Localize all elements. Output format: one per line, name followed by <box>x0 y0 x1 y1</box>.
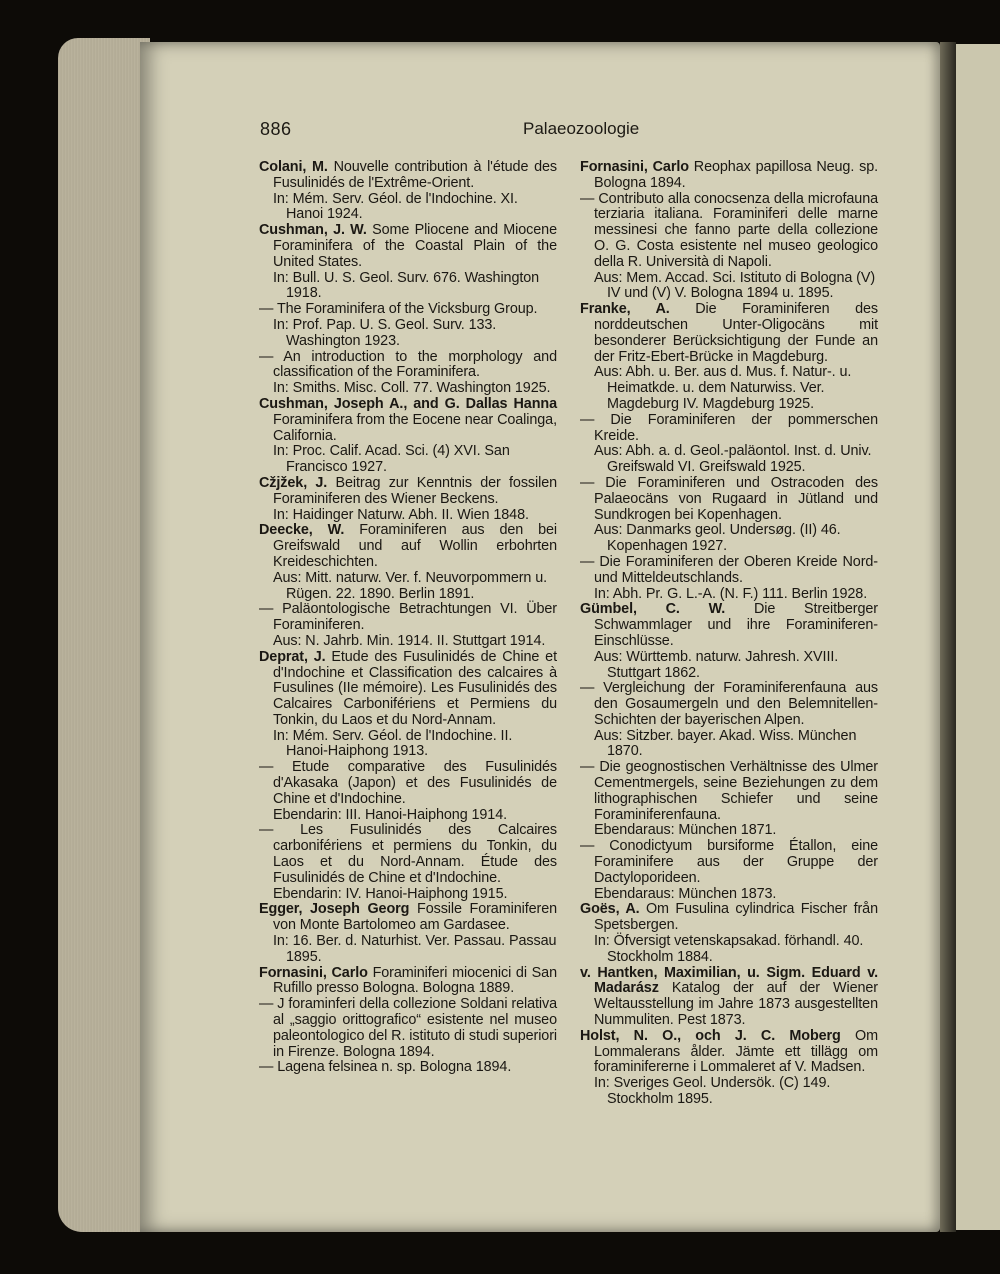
entry-title: Beitrag zur Kenntnis der fossilen Foraminiferen des Wiener Beckens. <box>273 474 558 507</box>
bib-entry <box>580 413 878 445</box>
entry-title: Om Fusulina cylindrica Fischer från Spetsbergen. <box>594 901 878 934</box>
entry-author: — <box>259 601 274 618</box>
entry-title: Etude comparative des Fusulinidés d'Akasaka (Japon) et des Fusulinidés de Chine et d'Indochine. <box>273 759 557 807</box>
entry-title: Vergleichung der Foraminiferenfauna aus den Gosaumergeln und den Belemnitellen-Schichten der bayerischen Alpen. <box>594 680 878 728</box>
entry-author: Cžjžek, J. <box>259 474 328 491</box>
entry-source: Aus: Abh. u. Ber. aus d. Mus. f. Natur-. u. Heimatkde. u. dem Naturwiss. Ver. Magdeburg IV. Magdeburg 1925. <box>594 364 852 412</box>
entry-title: Die Foraminiferen der Oberen Kreide Nord- und Mitteldeutschlands. <box>594 553 878 586</box>
entry-author: Franke, A. <box>580 301 670 318</box>
entry-author: — <box>259 301 274 318</box>
entry-title: An introduction to the morphology and classification of the Foraminifera. <box>273 348 557 381</box>
entry-title: Etude des Fusulinidés de Chine et d'Indochine et Classification des calcaires à Fusulines (IIe mémoire). Les Fusulinidés des Calcaires Carbonifériens et Permiens du Tonkin, du Laos et du Nord-Annam. <box>273 648 557 728</box>
book-page-edges <box>58 38 150 1232</box>
entry-title: Die Foraminiferen und Ostracoden des Palaeocäns von Rugaard in Jütland und Sundkrogen bei Kopenhagen. <box>594 474 878 523</box>
bib-entry <box>580 760 878 823</box>
entry-author: Cushman, J. W. <box>259 222 367 239</box>
entry-source: In: Bull. U. S. Geol. Surv. 676. Washington 1918. <box>273 269 540 302</box>
entry-author: Holst, N. O., och J. C. Moberg <box>580 1027 841 1044</box>
entry-author: Colani, M. <box>259 159 328 175</box>
entry-author: Cushman, Joseph A., and G. Dallas Hanna <box>259 395 557 412</box>
entry-title: The Foraminifera of the Vicksburg Group. <box>276 301 538 318</box>
entry-source: In: Smiths. Misc. Coll. 77. Washington 1925. <box>273 380 551 397</box>
entry-source: In: Proc. Calif. Acad. Sci. (4) XVI. San Francisco 1927. <box>273 443 510 476</box>
entry-author: Gümbel, C. W. <box>580 601 726 618</box>
entry-source: Ebendaraus: München 1873. <box>594 885 777 902</box>
entry-source: Aus: Mem. Accad. Sci. Istituto di Bologna (V) IV und (V) V. Bologna 1894 u. 1895. <box>594 269 876 302</box>
entry-source: In: Haidinger Naturw. Abh. II. Wien 1848. <box>273 506 529 523</box>
entry-author: Fornasini, Carlo <box>580 159 689 175</box>
entry-source: In: Mém. Serv. Géol. de l'Indochine. II. Hanoi-Haiphong 1913. <box>273 727 513 760</box>
right-column <box>580 160 878 1108</box>
bib-entry <box>259 650 557 729</box>
entry-author: — <box>259 822 274 839</box>
entry-source: Ebendarin: IV. Hanoi-Haiphong 1915. <box>273 885 508 902</box>
entry-source: Ebendaraus: München 1871. <box>594 822 777 839</box>
running-title: Palaeozoologie <box>523 119 640 138</box>
left-column <box>259 160 557 1076</box>
entry-title: Some Pliocene and Miocene Foraminifera of the Coastal Plain of the United States. <box>273 222 557 270</box>
bib-entry <box>259 350 557 382</box>
entry-title: Foraminiferen aus den bei Greifswald und auf Wollin erbohrten Kreideschichten. <box>273 522 557 570</box>
entry-title: Paläontologische Betrachtungen VI. Über Foraminiferen. <box>273 601 557 634</box>
entry-source: Aus: Abh. a. d. Geol.-paläontol. Inst. d. Univ. Greifswald VI. Greifswald 1925. <box>594 443 872 476</box>
bib-entry <box>580 1029 878 1076</box>
entry-source: Aus: N. Jahrb. Min. 1914. II. Stuttgart 1914. <box>273 632 546 649</box>
bib-entry <box>259 160 557 192</box>
entry-author: Egger, Joseph Georg <box>259 901 410 918</box>
entry-source: Aus: Sitzber. bayer. Akad. Wiss. München 1870. <box>594 727 857 760</box>
entry-author: — <box>580 680 595 697</box>
bib-entry <box>259 760 557 807</box>
entry-title: Die Foraminiferen der pommerschen Kreide. <box>594 411 878 444</box>
bib-entry <box>259 602 557 634</box>
bib-entry <box>259 902 557 934</box>
entry-source: Ebendarin: III. Hanoi-Haiphong 1914. <box>273 806 508 823</box>
entry-author: — <box>580 838 595 855</box>
entry-title: Lagena felsinea n. sp. Bologna 1894. <box>277 1059 512 1076</box>
bib-entry <box>580 555 878 587</box>
entry-author: — <box>580 474 595 491</box>
entry-title: J foraminferi della collezione Soldani relativa al „saggio orittografico“ esistente nel museo paleontologico del R. istituto di studi superiori in Firenze. Bologna 1894. <box>273 996 558 1060</box>
bib-entry <box>259 966 557 998</box>
entry-title: Foraminifera from the Eocene near Coalinga, California. <box>273 411 557 444</box>
page-number: 886 <box>260 119 292 139</box>
entry-title: Nouvelle contribution à l'étude des Fusulinidés de l'Extrême-Orient. <box>273 159 557 191</box>
entry-author: Deecke, W. <box>259 522 345 539</box>
bib-entry <box>580 476 878 523</box>
bib-entry <box>580 160 878 192</box>
entry-author: — <box>580 411 595 428</box>
entry-author: v. Hantken, Maximilian, u. Sigm. Eduard v. Madarász <box>580 964 878 997</box>
bib-entry <box>259 523 557 570</box>
entry-title: Katalog der auf der Wiener Weltausstellung im Jahre 1873 ausgestellten Nummuliten. Pest 1873. <box>594 980 879 1029</box>
entry-source: In: Sveriges Geol. Undersök. (C) 149. Stockholm 1895. <box>594 1075 831 1108</box>
entry-title: Die Streitberger Schwammlager und ihre Foraminiferen-Einschlüsse. <box>594 601 878 649</box>
entry-source: In: Prof. Pap. U. S. Geol. Surv. 133. Washington 1923. <box>273 316 497 349</box>
entry-title: Conodictyum bursiforme Étallon, eine Foraminifere aus der Gruppe der Dactyloporideen. <box>594 838 879 886</box>
bib-entry <box>580 966 878 1029</box>
entry-author: — <box>259 1059 274 1076</box>
entry-source: In: 16. Ber. d. Naturhist. Ver. Passau. Passau 1895. <box>273 933 557 965</box>
entry-source: Aus: Danmarks geol. Undersøg. (II) 46. Kopenhagen 1927. <box>594 522 841 555</box>
entry-author: — <box>580 190 595 207</box>
entry-source: In: Öfversigt vetenskapsakad. förhandl. 40. Stockholm 1884. <box>594 933 864 965</box>
entry-title: Fossile Foraminiferen von Monte Bartolomeo am Gardasee. <box>273 901 558 934</box>
entry-title: Die geognostischen Verhältnisse des Ulmer Cementmergels, seine Beziehungen zu dem lithographischen Schiefer und seine Foraminiferenfauna. <box>594 759 878 823</box>
entry-title: Reophax papillosa Neug. sp. Bologna 1894. <box>594 159 878 191</box>
bib-entry <box>580 302 878 365</box>
entry-author: — <box>580 553 595 570</box>
adjacent-page-edge <box>956 44 1000 1230</box>
entry-author: Fornasini, Carlo <box>259 964 368 981</box>
bib-entry <box>259 302 557 318</box>
entry-title: Foraminiferi miocenici di San Rufillo presso Bologna. Bologna 1889. <box>273 964 557 997</box>
bib-entry <box>259 1060 557 1076</box>
bib-entry <box>259 997 557 1060</box>
entry-author: — <box>580 759 595 776</box>
book-gutter <box>940 42 956 1232</box>
entry-title: Contributo alla conocsenza della microfauna terziaria italiana. Foraminiferi delle marne messinesi che fanno parte della collezione O. G. Costa esistente nel museo geologico della R. Università di Napoli. <box>594 190 878 270</box>
entry-author: — <box>259 759 274 776</box>
entry-title: Om Lommalerans ålder. Jämte ett tillägg om foraminifererne i Lommaleret af V. Madsen. <box>594 1027 878 1076</box>
entry-author: — <box>259 348 274 365</box>
entry-source: Aus: Mitt. naturw. Ver. f. Neuvorpommern u. Rügen. 22. 1890. Berlin 1891. <box>273 569 548 602</box>
bib-entry <box>259 223 557 270</box>
bib-entry <box>259 823 557 886</box>
entry-author: — <box>259 996 274 1013</box>
entry-title: Les Fusulinidés des Calcaires carbonifériens et permiens du Tonkin, du Laos et du Nord-Annam. Étude des Fusulinidés de Chine et d'Indochine. <box>273 822 557 886</box>
entry-source: Aus: Württemb. naturw. Jahresh. XVIII. Stuttgart 1862. <box>594 648 839 681</box>
bib-entry <box>580 839 878 886</box>
entry-title: Die Foraminiferen des norddeutschen Unter-Oligocäns mit besonderer Berücksichtigung der Funde an der Fritz-Ebert-Brücke in Magdeburg. <box>594 301 879 365</box>
entry-source: In: Abh. Pr. G. L.-A. (N. F.) 111. Berlin 1928. <box>594 585 868 602</box>
entry-author: Deprat, J. <box>259 648 326 665</box>
entry-source: In: Mém. Serv. Géol. de l'Indochine. XI. Hanoi 1924. <box>273 190 518 223</box>
entry-author: Goës, A. <box>580 901 640 918</box>
bib-entry <box>580 192 878 271</box>
bib-entry <box>580 602 878 649</box>
bib-entry <box>259 476 557 508</box>
bib-entry <box>580 902 878 934</box>
bib-entry <box>580 681 878 728</box>
bib-entry <box>259 397 557 444</box>
